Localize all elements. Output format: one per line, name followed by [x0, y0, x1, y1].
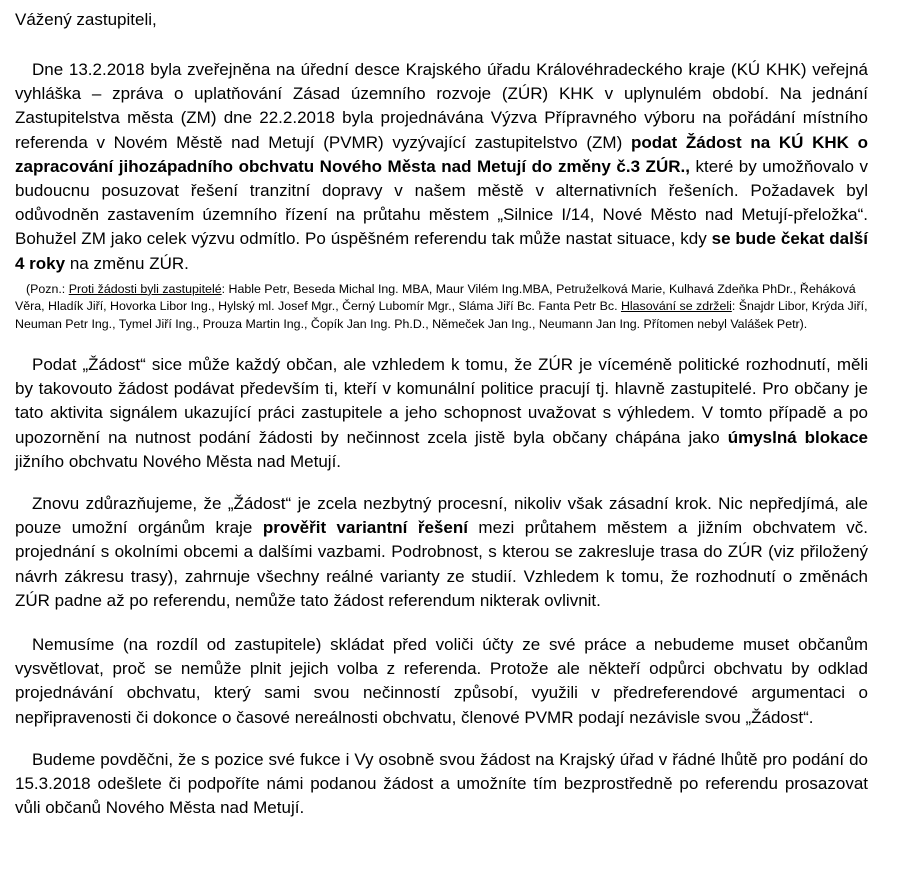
p1-text-3: na změnu ZÚR.: [65, 253, 189, 273]
p1-bold-request: podat Žádost na KÚ KHK o zapracování jihozápadního obchvatu Nového Města nad Metují do změny č.3 ZÚR.,: [15, 132, 868, 176]
p1-text-1: Dne 13.2.2018 byla zveřejněna na úřední desce Krajského úřadu Královéhradeckého kraje (KÚ KHK) veřejná vyhláška – zpráva o uplatňování Zásad územního rozvoje (ZÚR) KHK v uplynulém období. Na jednání Zastupitelstva města (ZM) dne 22.2.2018 byla projednávána Výzva Přípravného výboru na pořádání místního referenda v Novém Městě nad Metují (PVMR) vyzývající zastupitelstvo (ZM): [15, 60, 868, 152]
note-abstain-names: : Šnajdr Libor, Krýda Jiří, Neuman Petr Ing., Tymel Jiří Ing., Prouza Martin Ing., Čopík Jan Ing. Ph.D., Němeček Jan Ing., Neumann Jan Ing. Přítomen nebyl Valášek Petr).: [15, 299, 868, 331]
note-open: (Pozn.:: [26, 281, 69, 296]
paragraph-pvmr: [15, 633, 868, 730]
paragraph-citizen-request: [15, 353, 868, 474]
p2-bold-blockade: úmyslná blokace: [727, 427, 868, 447]
p2-text-2: jižního obchvatu Nového Města nad Metují.: [15, 451, 342, 471]
p1-bold-wait: se bude čekat další 4 roky: [15, 229, 868, 273]
paragraph-closing: [15, 748, 868, 821]
p3-text-2: mezi průtahem městem a jižním obchvatem vč. projednání s okolními obcemi a dalšími vazbami. Podrobnost, s kterou se zakresluje trasa do ZÚR (viz přiložený návrh zákresu trasy), zahrnuje všechny reálné varianty ze studií. Vzhledem k tomu, že rozhodnutí o změnách ZÚR padne až po referendu, nemůže tato žádost referendum nikterak ovlivnit.: [15, 518, 868, 610]
paragraph-procedure: [15, 492, 868, 613]
p3-text-1: Znovu zdůrazňujeme, že „Žádost“ je zcela nezbytný procesní, nikoliv však zásadní krok. Nic nepředjímá, ale pouze umožní orgánům kraje: [15, 494, 868, 538]
note-abstain-label: Hlasování se zdrželi: [620, 299, 732, 314]
salutation: Vážený zastupiteli,: [15, 10, 157, 29]
p2-text-1: Podat „Žádost“ sice může každý občan, ale vzhledem k tomu, že ZÚR je víceméně politické rozhodnutí, měli by takovouto žádost podávat především ti, kteří v komunální politice pracují tj. hlavně zastupitelé. Pro občany je tato aktivita signálem ukazující práci zastupitele a jeho schopnost uvažovat s výhledem. V tomto případě a po upozornění na nutnost podání žádosti by nečinnost zcela jistě byla občany chápána jako: [15, 355, 868, 447]
note-against-names: : Hable Petr, Beseda Michal Ing. MBA, Maur Vilém Ing.MBA, Petruželková Marie, Kulhavá Zdeňka PhDr., Řeháková Věra, Hladík Jiří, Hovorka Libor Ing., Hylský ml. Josef Mgr., Černý Lubomír Mgr., Sláma Jiří Bc. Fanta Petr Bc.: [15, 281, 856, 314]
p3-bold-variants: prověřit variantní řešení: [262, 518, 468, 538]
p1-text-2: které by umožňovalo v budoucnu posuzovat řešení tranzitní dopravy v našem městě v alternativních řešeních. Požadavek byl odůvodněn zastavením územního řízení na průtahu městem „Silnice I/14, Nové Město nad Metují-přeložka“. Bohužel ZM jako celek výzvu odmítlo. Po úspěšném referendu tak může nastat situace, kdy: [15, 156, 868, 249]
p5-text-1: Budeme povděčni, že s pozice své fukce i Vy osobně svou žádost na Krajský úřad v řádné lhůtě pro podání do 15.3.2018 odešlete či podpoříte námi podanou žádost a umožníte tím bezprostředně po referendu prosazovat vůli občanů Nového Města nad Metují.: [15, 749, 868, 818]
p4-text-1: Nemusíme (na rozdíl od zastupitele) skládat před voliči účty ze své práce a nebudeme muset občanům vysvětlovat, proč se nemůže plnit jejich volba z referenda. Protože ale někteří odpůrci obchvatu by odklad projednávání obchvatu, který sami svou nečinností způsobí, využili v předreferendové argumentaci o nepřipravenosti či dokonce o časové nereálnosti obchvatu, členové PVMR podají nezávisle svou „Žádost“.: [15, 635, 868, 727]
note-against-label: Proti žádosti byli zastupitelé: [68, 281, 222, 296]
voting-note: [15, 281, 868, 333]
paragraph-announcement: [15, 58, 868, 276]
